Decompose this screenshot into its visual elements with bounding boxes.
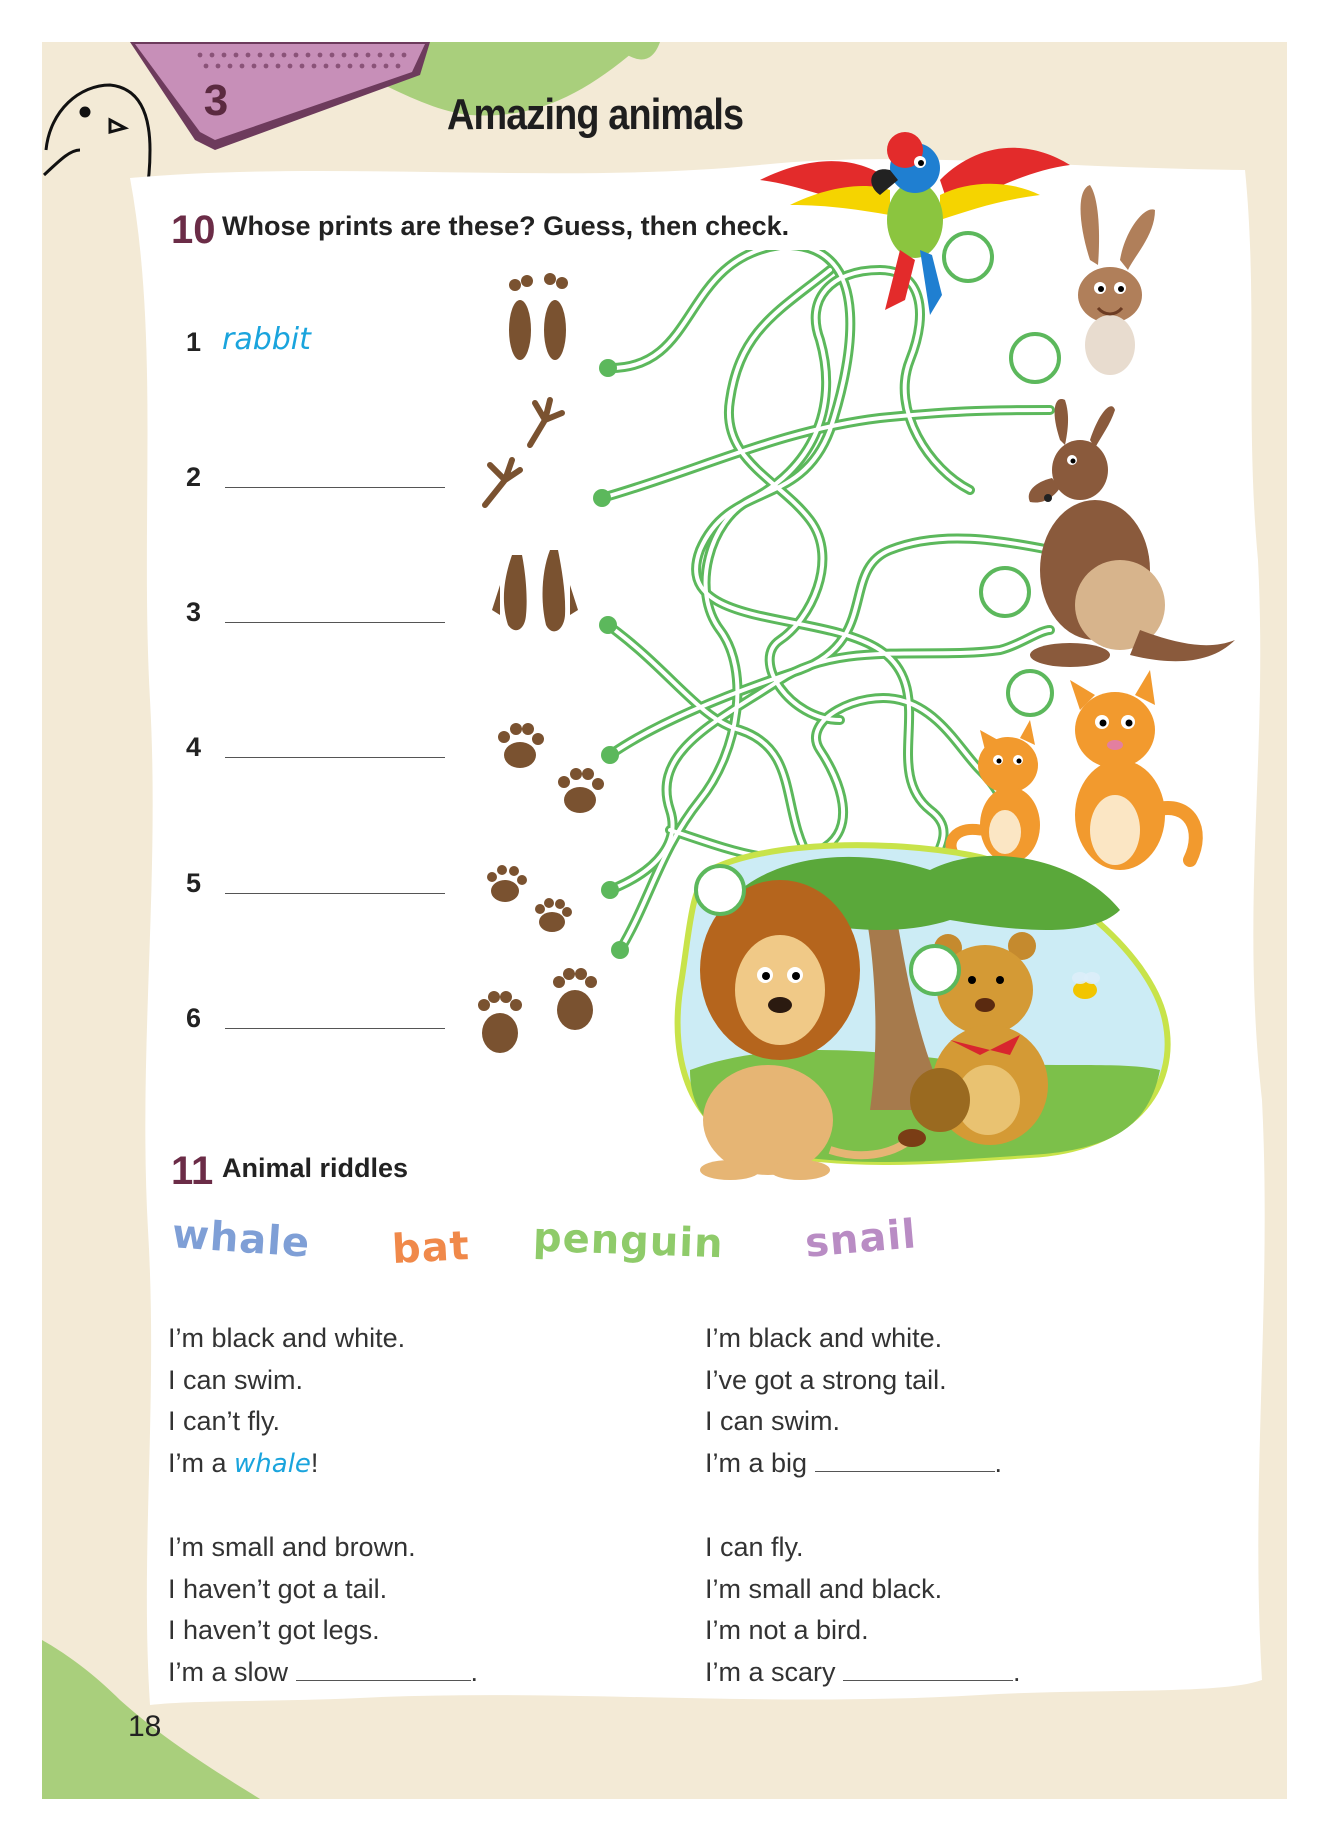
word-bat: bat [390, 1222, 471, 1274]
riddle-1-line-1: I’m black and white. [168, 1323, 406, 1353]
riddle-4-answer-blank[interactable] [843, 1658, 1013, 1681]
riddle-1-answer[interactable]: whale [234, 1449, 311, 1480]
item-2-number: 2 [186, 462, 202, 492]
riddle-4-line-4 [705, 1652, 1021, 1694]
riddle-3-answer-suffix: . [470, 1657, 479, 1688]
parrot-icon [760, 132, 1070, 315]
item-3-number: 3 [186, 597, 202, 627]
riddle-1 [168, 1318, 405, 1486]
item-3-answer-line[interactable] [225, 622, 445, 623]
maze-end-rabbit [1011, 334, 1059, 382]
riddle-3-answer-blank[interactable] [296, 1658, 471, 1681]
item-4-number: 4 [186, 732, 202, 762]
riddle-4-line-2: I’m small and black. [705, 1573, 943, 1604]
maze-end-lion [696, 866, 744, 914]
animal-pictures [650, 110, 1240, 1190]
page-number: 18 [128, 1710, 162, 1743]
riddle-1-line-2: I can swim. [168, 1364, 304, 1395]
riddle-2-answer-prefix: I’m a big [705, 1448, 815, 1479]
word-snail: snail [803, 1211, 919, 1267]
riddle-3 [168, 1527, 478, 1694]
riddle-1-line-4 [168, 1443, 405, 1486]
maze-start-dots [593, 359, 629, 959]
rabbit-icon [1078, 185, 1155, 375]
item-6-number: 6 [186, 1003, 202, 1033]
riddle-2-answer-blank[interactable] [815, 1449, 995, 1472]
exercise-11-number: 11 [171, 1149, 214, 1193]
riddle-1-answer-suffix: ! [310, 1448, 319, 1479]
riddle-2-line-3: I can swim. [705, 1406, 841, 1437]
riddle-2-line-1: I’m black and white. [705, 1323, 943, 1353]
item-4-answer-line[interactable] [225, 757, 445, 758]
maze-end-kangaroo [981, 568, 1029, 616]
maze-end-cats [1008, 671, 1052, 715]
item-6-answer-line[interactable] [225, 1028, 445, 1029]
word-penguin: penguin [532, 1214, 725, 1268]
riddle-1-line-3: I can’t fly. [168, 1406, 281, 1437]
item-2-answer-line[interactable] [225, 487, 445, 488]
unit-title: Amazing animals [447, 90, 744, 139]
exercise-10-instruction: Whose prints are these? Guess, then check. [222, 211, 790, 241]
riddle-3-line-3: I haven’t got legs. [168, 1615, 380, 1646]
riddle-4-line-3: I’m not a bird. [705, 1615, 869, 1646]
riddle-2-answer-suffix: . [994, 1448, 1003, 1479]
riddle-4 [705, 1527, 1021, 1694]
maze-end-bear [911, 946, 959, 994]
riddle-3-line-1: I’m small and brown. [168, 1532, 416, 1562]
riddle-2 [705, 1318, 1002, 1485]
unit-number: 3 [203, 76, 229, 125]
item-5-answer-line[interactable] [225, 893, 445, 894]
riddle-3-line-2: I haven’t got a tail. [168, 1573, 388, 1604]
riddle-2-line-4 [705, 1443, 1002, 1485]
riddle-3-line-4 [168, 1652, 478, 1694]
maze-end-parrot [944, 233, 992, 281]
kangaroo-icon [1029, 399, 1235, 667]
word-whale: whale [170, 1211, 312, 1267]
cats-icon [951, 670, 1196, 870]
item-1-answer[interactable]: rabbit [222, 322, 311, 357]
riddle-4-answer-prefix: I’m a scary [705, 1657, 844, 1688]
exercise-11-title: Animal riddles [222, 1153, 409, 1183]
bird-prints-icon [485, 400, 562, 505]
riddle-4-line-1: I can fly. [705, 1532, 804, 1562]
rabbit-prints-icon [509, 273, 568, 360]
item-1-number: 1 [186, 327, 202, 357]
riddle-3-answer-prefix: I’m a slow [168, 1657, 296, 1688]
riddle-1-answer-prefix: I’m a [168, 1448, 235, 1479]
lion-prints-icon [487, 865, 572, 932]
riddle-4-answer-suffix: . [1013, 1657, 1021, 1688]
exercise-10-number: 10 [171, 208, 216, 252]
item-5-number: 5 [186, 868, 202, 898]
riddle-2-line-2: I’ve got a strong tail. [705, 1364, 947, 1395]
kangaroo-prints-icon [492, 550, 578, 631]
